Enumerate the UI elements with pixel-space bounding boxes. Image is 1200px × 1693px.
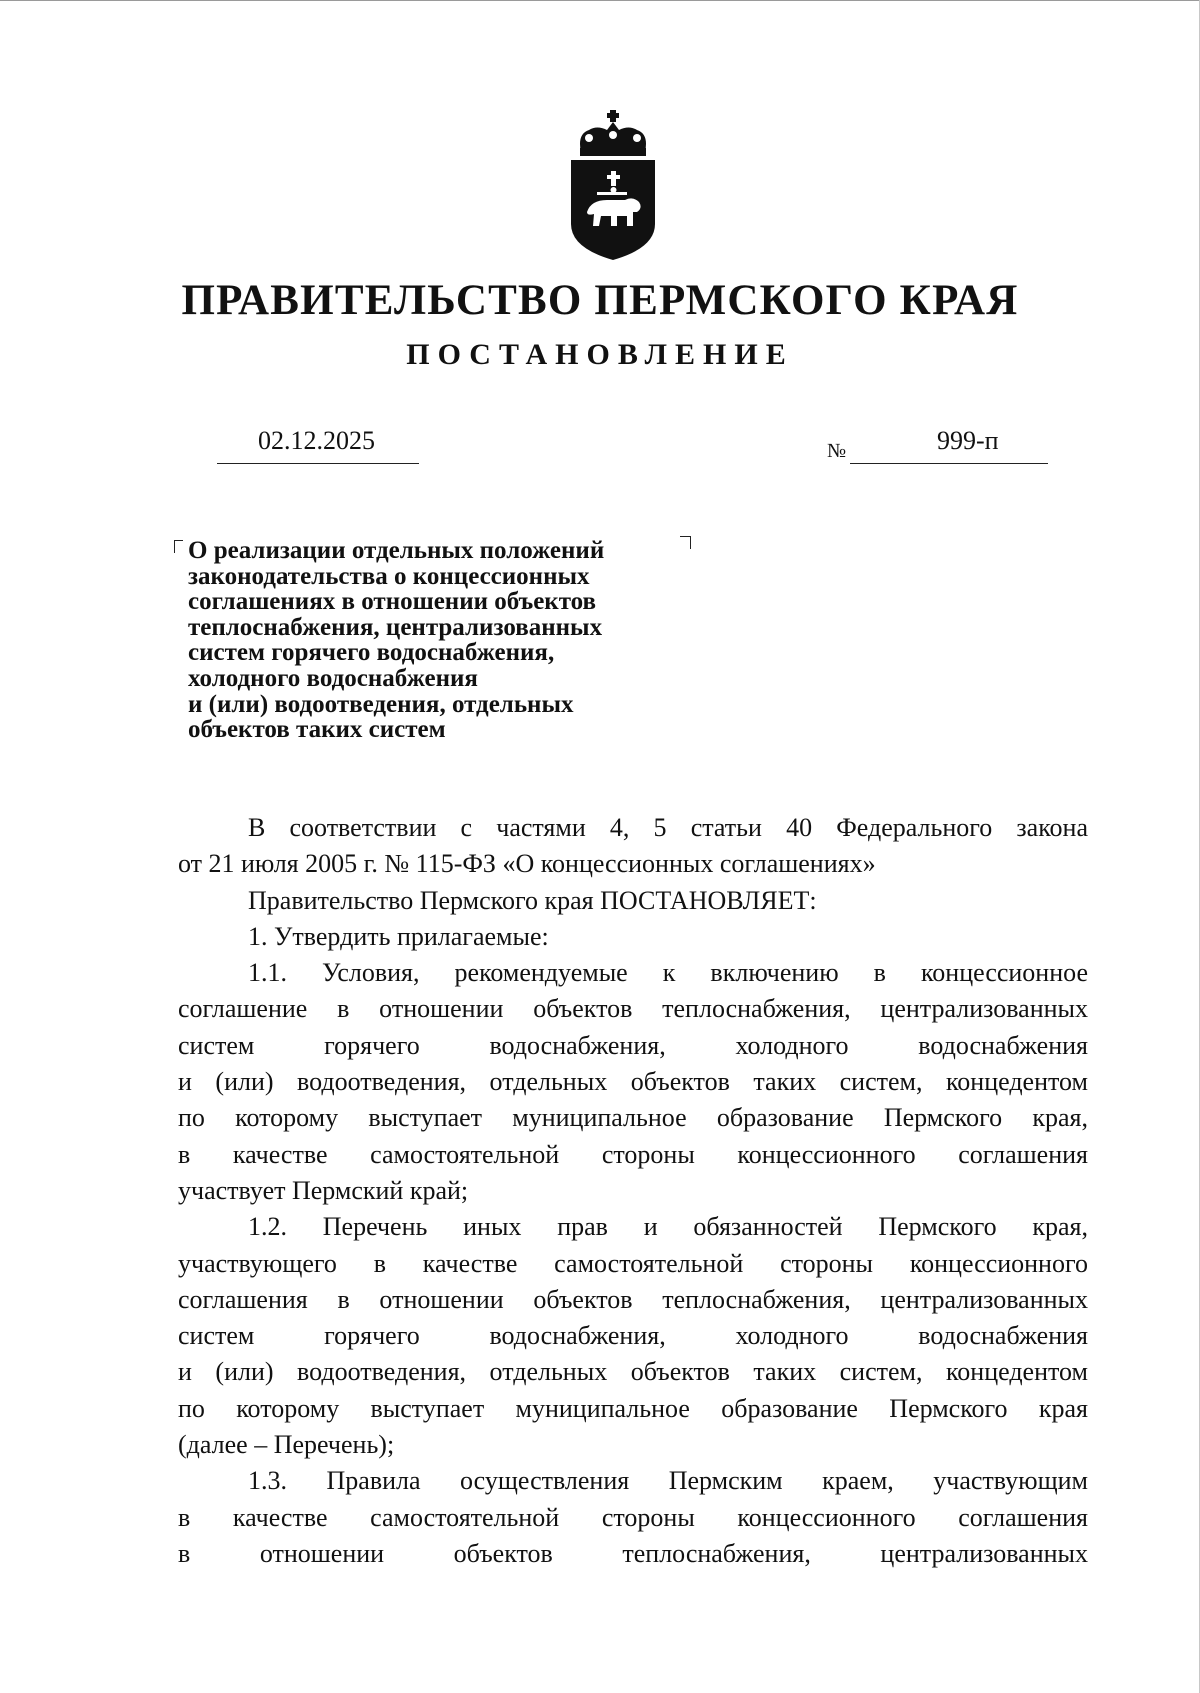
body-line: соглашения в отношении объектов теплоснабжения, централизованных	[178, 1284, 1088, 1314]
body-line: по которому выступает муниципальное образование Пермского края	[178, 1393, 1088, 1423]
document-type: ПОСТАНОВЛЕНИЕ	[406, 338, 794, 371]
subject-line: законодательства о концессионных	[188, 562, 590, 590]
number-sign: №	[827, 440, 847, 462]
body-line: в качестве самостоятельной стороны концессионного соглашения	[178, 1502, 1088, 1532]
body-line: В соответствии с частями 4, 5 статьи 40 Федерального закона	[248, 813, 1088, 842]
subject-bracket-left	[174, 540, 183, 553]
body-line: систем горячего водоснабжения, холодного водоснабжения	[178, 1030, 1088, 1060]
body-line: в отношении объектов теплоснабжения, централизованных	[178, 1538, 1088, 1568]
subject-line: и (или) водоотведения, отдельных	[188, 690, 574, 718]
body-line: 1.3. Правила осуществления Пермским краем, участвующим	[248, 1466, 1088, 1496]
body-line: и (или) водоотведения, отдельных объектов таких систем, концедентом	[178, 1357, 1088, 1387]
body-line: и (или) водоотведения, отдельных объектов таких систем, концедентом	[178, 1067, 1088, 1097]
document-date: 02.12.2025	[258, 426, 375, 455]
document-body	[178, 810, 1088, 1572]
subject-line: теплоснабжения, централизованных	[188, 613, 603, 641]
subject-line: соглашениях в отношении объектов	[188, 588, 597, 616]
subject-line: холодного водоснабжения	[188, 664, 478, 692]
body-line: 1. Утвердить прилагаемые:	[248, 921, 549, 951]
document-subject	[188, 538, 688, 743]
scan-edge-top	[0, 0, 1200, 1]
coat-of-arms-emblem	[567, 108, 659, 262]
document-number: 999-п	[937, 426, 999, 455]
body-line: участвует Пермский край;	[178, 1175, 469, 1205]
gospel-book-icon	[597, 192, 627, 195]
body-line: систем горячего водоснабжения, холодного водоснабжения	[178, 1321, 1088, 1351]
subject-line: объектов таких систем	[188, 716, 446, 744]
body-line: в качестве самостоятельной стороны концессионного соглашения	[178, 1139, 1088, 1169]
bear-icon	[587, 198, 641, 226]
body-line: (далее – Перечень);	[178, 1430, 395, 1460]
subject-line: О реализации отдельных положений	[188, 537, 605, 564]
body-line: по которому выступает муниципальное образование Пермского края,	[178, 1103, 1088, 1133]
crown-icon	[580, 110, 646, 156]
body-line: 1.2. Перечень иных прав и обязанностей Пермского края,	[248, 1212, 1088, 1242]
body-line: 1.1. Условия, рекомендуемые к включению в концессионное	[248, 958, 1088, 988]
organization-title: ПРАВИТЕЛЬСТВО ПЕРМСКОГО КРАЯ	[181, 277, 1019, 324]
body-line: участвующего в качестве самостоятельной стороны концессионного	[178, 1248, 1088, 1278]
subject-line: систем горячего водоснабжения,	[188, 639, 555, 667]
body-line: от 21 июля 2005 г. № 115-ФЗ «О концессионных соглашениях»	[178, 849, 876, 879]
body-line: соглашение в отношении объектов теплоснабжения, централизованных	[178, 994, 1088, 1024]
body-line: Правительство Пермского края ПОСТАНОВЛЯЕТ:	[248, 885, 817, 915]
